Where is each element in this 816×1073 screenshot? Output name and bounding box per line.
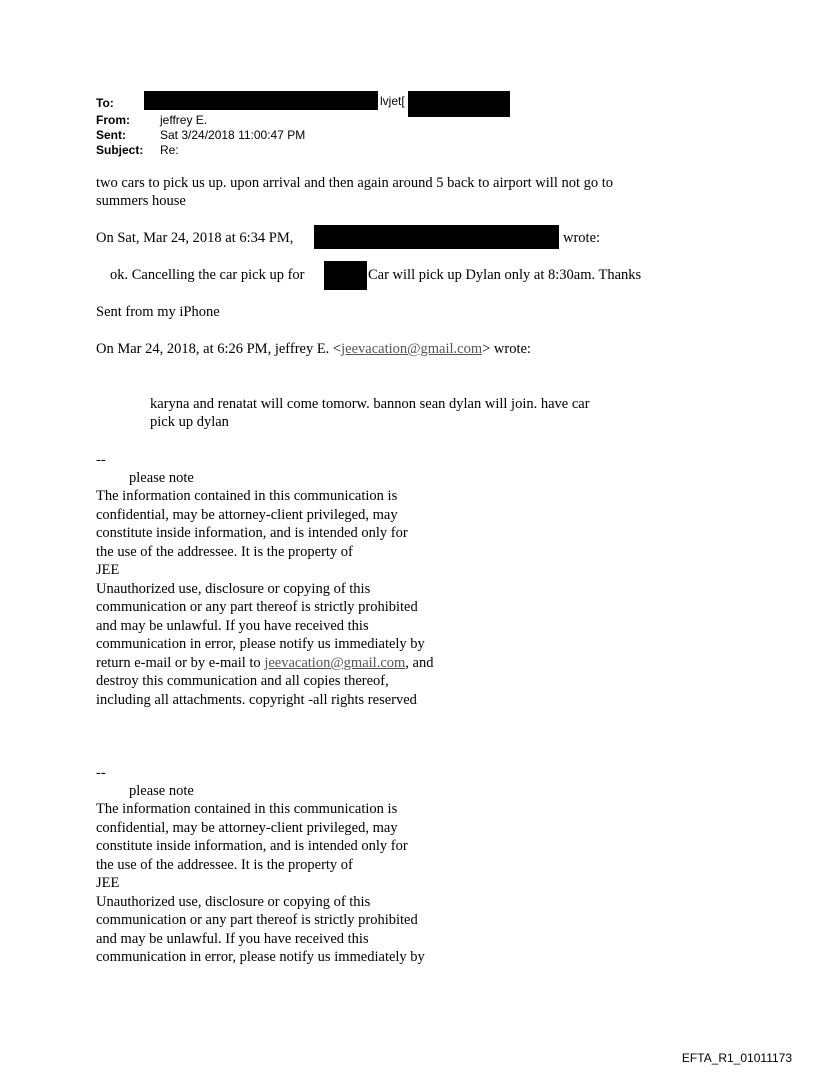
disclaimer1-line: JEE [96, 562, 120, 578]
quote1-intro-a: On Sat, Mar 24, 2018 at 6:34 PM, [96, 230, 294, 246]
quote2-line-1: karyna and renatat will come tomorw. bannon sean dylan will join. have car [150, 396, 590, 412]
disclaimer1-note: please note [129, 470, 194, 486]
quote2-intro-b: > wrote: [482, 341, 531, 357]
email-link[interactable]: jeevacation@gmail.com [341, 341, 483, 357]
redaction-sender [314, 225, 559, 249]
disclaimer1-line: destroy this communication and all copies thereof, [96, 673, 389, 689]
disclaimer1-email-prefix: return e-mail or by e-mail to [96, 654, 265, 671]
sent-label: Sent: [96, 128, 126, 142]
quote2-line-2: pick up dylan [150, 414, 229, 430]
reply-line-1: two cars to pick us up. upon arrival and then again around 5 back to airport will not go to [96, 175, 614, 191]
signature: Sent from my iPhone [96, 304, 220, 320]
to-label: To: [96, 96, 114, 110]
disclaimer2-line: communication or any part thereof is strictly prohibited [96, 912, 418, 928]
to-value: lvjet[ [380, 94, 405, 108]
disclaimer2-line: the use of the addressee. It is the property of [96, 856, 353, 873]
disclaimer1-email-suffix: , and [405, 654, 434, 671]
reply-line-2: summers house [96, 193, 186, 209]
sent-value: Sat 3/24/2018 11:00:47 PM [160, 128, 306, 142]
quote2-intro-a: On Mar 24, 2018, at 6:26 PM, jeffrey E. < [96, 341, 342, 357]
disclaimer2-line: and may be unlawful. If you have received this [96, 930, 369, 947]
from-label: From: [96, 113, 130, 127]
disclaimer1-line: the use of the addressee. It is the property of [96, 543, 353, 560]
redaction-to-2 [408, 91, 510, 117]
quote1-intro-b: wrote: [563, 230, 601, 246]
disclaimer2-line: Unauthorized use, disclosure or copying of this [96, 893, 371, 910]
redaction-name [324, 261, 367, 290]
redaction-to-1 [144, 91, 378, 110]
disclaimer1-line: The information contained in this communication is [96, 488, 398, 504]
from-value: jeffrey E. [160, 113, 208, 127]
disclaimer1-email-link[interactable]: jeevacation@gmail.com [264, 654, 406, 671]
quote2-intro [96, 340, 531, 359]
quote1-text-a: ok. Cancelling the car pick up for [110, 267, 305, 283]
disclaimer2-note: please note [129, 783, 194, 799]
disclaimer2-line: confidential, may be attorney-client privileged, may [96, 819, 398, 836]
disclaimer2-line: The information contained in this communication is [96, 801, 398, 817]
subject-value: Re: [160, 143, 179, 157]
disclaimer2-separator: -- [96, 765, 106, 781]
disclaimer1-line: confidential, may be attorney-client privileged, may [96, 506, 398, 523]
disclaimer1-line: and may be unlawful. If you have received this [96, 617, 369, 634]
disclaimer1-line: including all attachments. copyright -all rights reserved [96, 691, 417, 708]
disclaimer1-email-line [96, 654, 433, 673]
disclaimer2-line: communication in error, please notify us immediately by [96, 949, 425, 965]
disclaimer1-line: constitute inside information, and is intended only for [96, 525, 408, 541]
document-id: EFTA_R1_01011173 [681, 1051, 792, 1065]
disclaimer2-line: constitute inside information, and is intended only for [96, 838, 408, 854]
disclaimer1-line: communication in error, please notify us immediately by [96, 636, 425, 652]
quote1-text-b: Car will pick up Dylan only at 8:30am. Thanks [368, 267, 642, 283]
disclaimer1-line: Unauthorized use, disclosure or copying of this [96, 580, 371, 597]
disclaimer1-line: communication or any part thereof is strictly prohibited [96, 599, 418, 615]
disclaimer2-line: JEE [96, 875, 120, 891]
subject-label: Subject: [96, 143, 144, 157]
disclaimer1-separator: -- [96, 452, 106, 468]
